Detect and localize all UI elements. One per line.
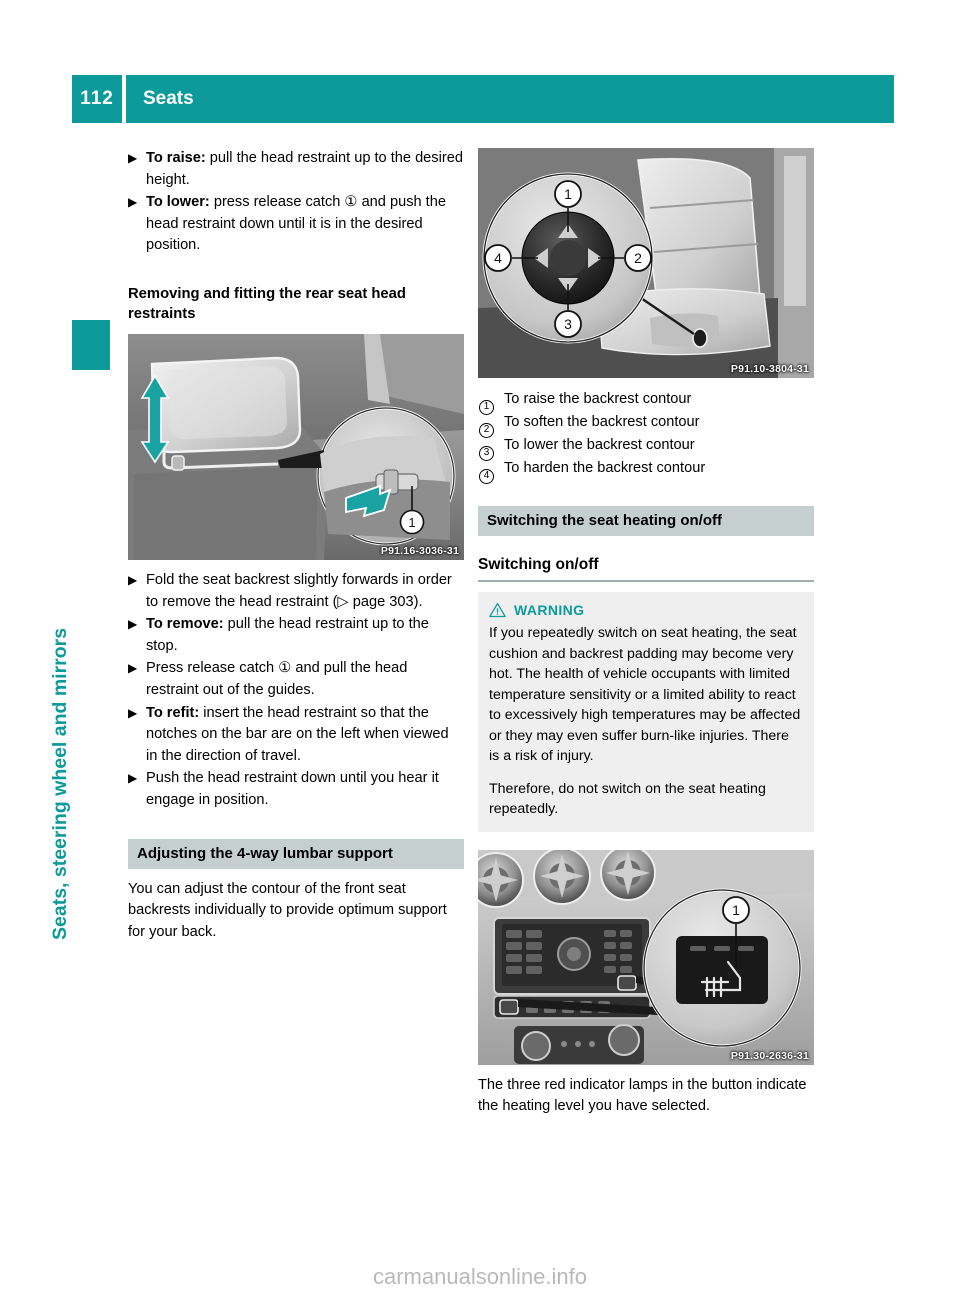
chapter-tab-marker xyxy=(72,320,110,370)
step-text: pull the head restraint up to the stop. xyxy=(146,616,429,654)
step-label: To lower: xyxy=(146,194,210,211)
warning-triangle-icon xyxy=(489,602,506,618)
figure-lumbar-switch xyxy=(478,148,814,378)
warning-label: WARNING xyxy=(514,602,585,618)
list-item xyxy=(478,434,814,457)
step-text: Push the head restraint down until you hear it engage in position. xyxy=(146,770,439,808)
step-label: To refit: xyxy=(146,704,200,721)
step-text: insert the head restraint so that the notches on the bar are on the left when viewed in the direction of travel. xyxy=(146,704,449,764)
list-item xyxy=(478,457,814,480)
page-header xyxy=(72,75,894,123)
air-vent-icons xyxy=(478,850,655,907)
figure-head-restraint xyxy=(128,334,464,560)
list-item xyxy=(478,411,814,434)
svg-text:1: 1 xyxy=(564,186,572,202)
warning-header xyxy=(489,602,802,618)
list-item xyxy=(128,192,464,257)
watermark: carmanualsonline.info xyxy=(372,1264,588,1289)
figure-console-graphic xyxy=(478,850,814,1065)
key-text: To harden the backrest contour xyxy=(504,460,706,476)
list-item xyxy=(128,148,464,191)
svg-text:3: 3 xyxy=(564,316,572,332)
warning-paragraph: If you repeatedly switch on seat heating, the seat cushion and backrest padding may become very hot. The health of vehicle occupants with limited temperature sensitivity or a limited ability to react to excessively high temperatures may be affected or they may even suffer burn-like injuries. There is a risk of injury. xyxy=(489,625,801,764)
key-text: To soften the backrest contour xyxy=(504,414,700,430)
page-number: 112 xyxy=(72,75,122,123)
svg-text:2: 2 xyxy=(634,250,642,266)
figure-code: P91.10-3804-31 xyxy=(730,363,809,375)
callout-number-icon: 1 xyxy=(479,392,494,415)
step-text: press release catch ① and push the head restraint down until it is in the desired position. xyxy=(146,194,446,254)
callout-number-icon: 3 xyxy=(479,438,494,461)
step-text: pull the head restraint up to the desired height. xyxy=(146,150,463,188)
step-text: Fold the seat backrest slightly forwards in order to remove the head restraint (▷ page 303). xyxy=(146,571,452,610)
section-body-lumbar: You can adjust the contour of the front seat backrests individually to provide optimum support for your back. xyxy=(128,880,447,940)
chapter-label-container xyxy=(49,380,112,940)
right-column xyxy=(478,148,814,1118)
steps-top-list xyxy=(128,148,464,257)
figure-lumbar-switch-graphic xyxy=(478,148,814,378)
callout-number-icon: 2 xyxy=(479,415,494,438)
figure-head-restraint-graphic xyxy=(128,334,464,560)
step-bullet-icon: ▶ xyxy=(128,151,138,165)
chapter-label: Seats, steering wheel and mirrors xyxy=(49,627,71,940)
steps-bottom-list xyxy=(128,570,464,812)
svg-text:4: 4 xyxy=(494,250,502,266)
callout-number-icon: 4 xyxy=(479,461,494,484)
section-heading-lumbar: Adjusting the 4-way lumbar support xyxy=(128,839,464,869)
list-item xyxy=(128,768,464,811)
minor-heading-switching: Switching on/off xyxy=(478,554,814,582)
key-text: To raise the backrest contour xyxy=(504,391,692,407)
lumbar-key-list xyxy=(478,388,814,480)
warning-paragraph: Therefore, do not switch on the seat heating repeatedly. xyxy=(489,780,766,817)
step-bullet-icon: ▶ xyxy=(128,771,138,786)
step-label: To remove: xyxy=(146,616,224,633)
svg-text:1: 1 xyxy=(732,901,740,918)
step-bullet-icon: ▶ xyxy=(128,572,138,587)
section-heading-seat-heating: Switching the seat heating on/off xyxy=(478,506,814,536)
page-title: Seats xyxy=(126,75,894,123)
step-bullet-icon: ▶ xyxy=(128,705,138,720)
svg-text:1: 1 xyxy=(408,514,416,530)
list-item xyxy=(128,703,464,768)
step-bullet-icon: ▶ xyxy=(128,617,138,632)
step-text: Press release catch ① and pull the head restraint out of the guides. xyxy=(146,660,408,698)
left-column xyxy=(128,148,464,943)
step-label: To raise: xyxy=(146,150,206,166)
figure-code: P91.30-2636-31 xyxy=(730,1049,809,1062)
list-item xyxy=(128,570,464,613)
figure-console-seat-heating xyxy=(478,850,814,1065)
subheading-removing-fitting: Removing and fitting the rear seat head restraints xyxy=(128,285,406,322)
list-item xyxy=(478,388,814,411)
list-item xyxy=(128,658,464,701)
closing-paragraph: The three red indicator lamps in the button indicate the heating level you have selected. xyxy=(478,1076,807,1114)
figure-code: P91.16-3036-31 xyxy=(380,544,459,557)
indicator-lamps xyxy=(690,946,754,951)
step-bullet-icon: ▶ xyxy=(128,661,138,676)
warning-box xyxy=(478,592,814,832)
list-item xyxy=(128,614,464,657)
key-text: To lower the backrest contour xyxy=(504,437,695,453)
step-bullet-icon: ▶ xyxy=(128,195,138,210)
